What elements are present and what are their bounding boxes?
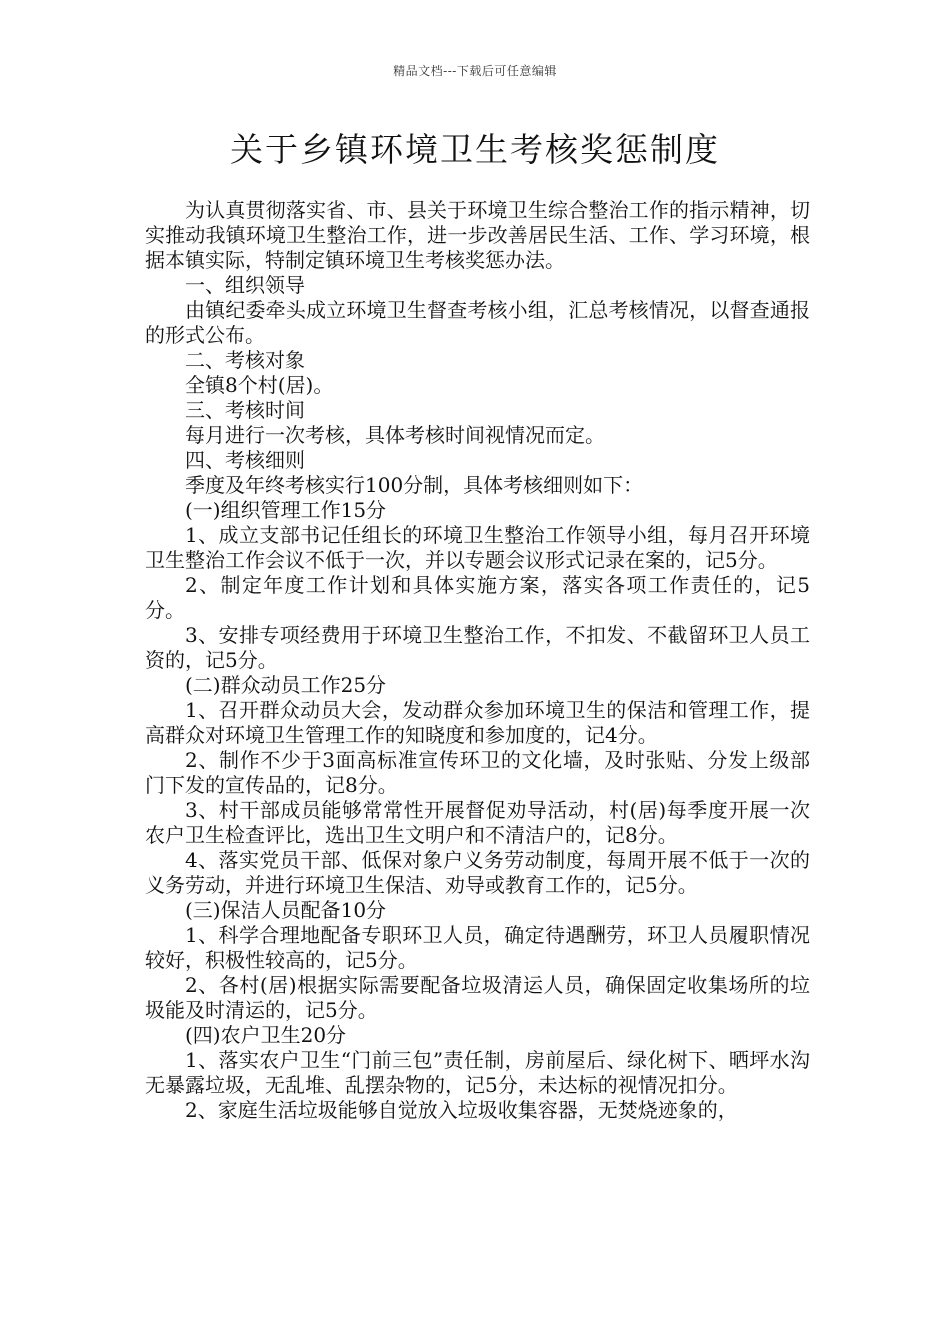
document-body <box>145 198 810 1123</box>
section-heading: 一、组织领导 <box>185 273 305 297</box>
document-title: 关于乡镇环境卫生考核奖惩制度 <box>230 130 720 169</box>
subsection-heading: (三)保洁人员配备10分 <box>185 898 387 922</box>
list-item: 3、安排专项经费用于环境卫生整治工作，不扣发、不截留环卫人员工资的，记5分。 <box>145 623 810 672</box>
list-item: 3、村干部成员能够常常性开展督促劝导活动，村(居)每季度开展一次农户卫生检查评比，选出卫生文明户和不清洁户的，记8分。 <box>145 798 810 847</box>
body-paragraph: 为认真贯彻落实省、市、县关于环境卫生综合整治工作的指示精神，切实推动我镇环境卫生整治工作，进一步改善居民生活、工作、学习环境，根据本镇实际，特制定镇环境卫生考核奖惩办法。 <box>145 198 810 272</box>
list-item: 2、制定年度工作计划和具体实施方案，落实各项工作责任的，记5分。 <box>145 573 810 622</box>
body-paragraph: 全镇8个村(居)。 <box>185 373 334 397</box>
subsection-heading: (二)群众动员工作25分 <box>185 673 387 697</box>
list-item: 2、制作不少于3面高标准宣传环卫的文化墙，及时张贴、分发上级部门下发的宣传品的，记8分。 <box>145 748 810 797</box>
list-item: 1、落实农户卫生“门前三包”责任制，房前屋后、绿化树下、晒坪水沟无暴露垃圾，无乱堆、乱摆杂物的，记5分，未达标的视情况扣分。 <box>145 1048 810 1097</box>
list-item: 2、家庭生活垃圾能够自觉放入垃圾收集容器，无焚烧迹象的， <box>185 1098 738 1122</box>
body-paragraph: 由镇纪委牵头成立环境卫生督查考核小组，汇总考核情况，以督查通报的形式公布。 <box>145 298 810 347</box>
subsection-heading: (四)农户卫生20分 <box>185 1023 347 1047</box>
section-heading: 四、考核细则 <box>185 448 305 472</box>
header-note: 精品文档---下载后可任意编辑 <box>393 64 557 78</box>
body-paragraph: 每月进行一次考核，具体考核时间视情况而定。 <box>185 423 605 447</box>
list-item: 1、成立支部书记任组长的环境卫生整治工作领导小组，每月召开环境卫生整治工作会议不低于一次，并以专题会议形式记录在案的，记5分。 <box>145 523 810 572</box>
body-paragraph: 季度及年终考核实行100分制，具体考核细则如下： <box>185 473 644 497</box>
section-heading: 二、考核对象 <box>185 348 305 372</box>
list-item: 1、召开群众动员大会，发动群众参加环境卫生的保洁和管理工作，提高群众对环境卫生管理工作的知晓度和参加度的，记4分。 <box>145 698 810 747</box>
list-item: 1、科学合理地配备专职环卫人员，确定待遇酬劳，环卫人员履职情况较好，积极性较高的，记5分。 <box>145 923 810 972</box>
section-heading: 三、考核时间 <box>185 398 305 422</box>
subsection-heading: (一)组织管理工作15分 <box>185 498 387 522</box>
list-item: 4、落实党员干部、低保对象户义务劳动制度，每周开展不低于一次的义务劳动，并进行环境卫生保洁、劝导或教育工作的，记5分。 <box>145 848 810 897</box>
list-item: 2、各村(居)根据实际需要配备垃圾清运人员，确保固定收集场所的垃圾能及时清运的，记5分。 <box>145 973 810 1022</box>
